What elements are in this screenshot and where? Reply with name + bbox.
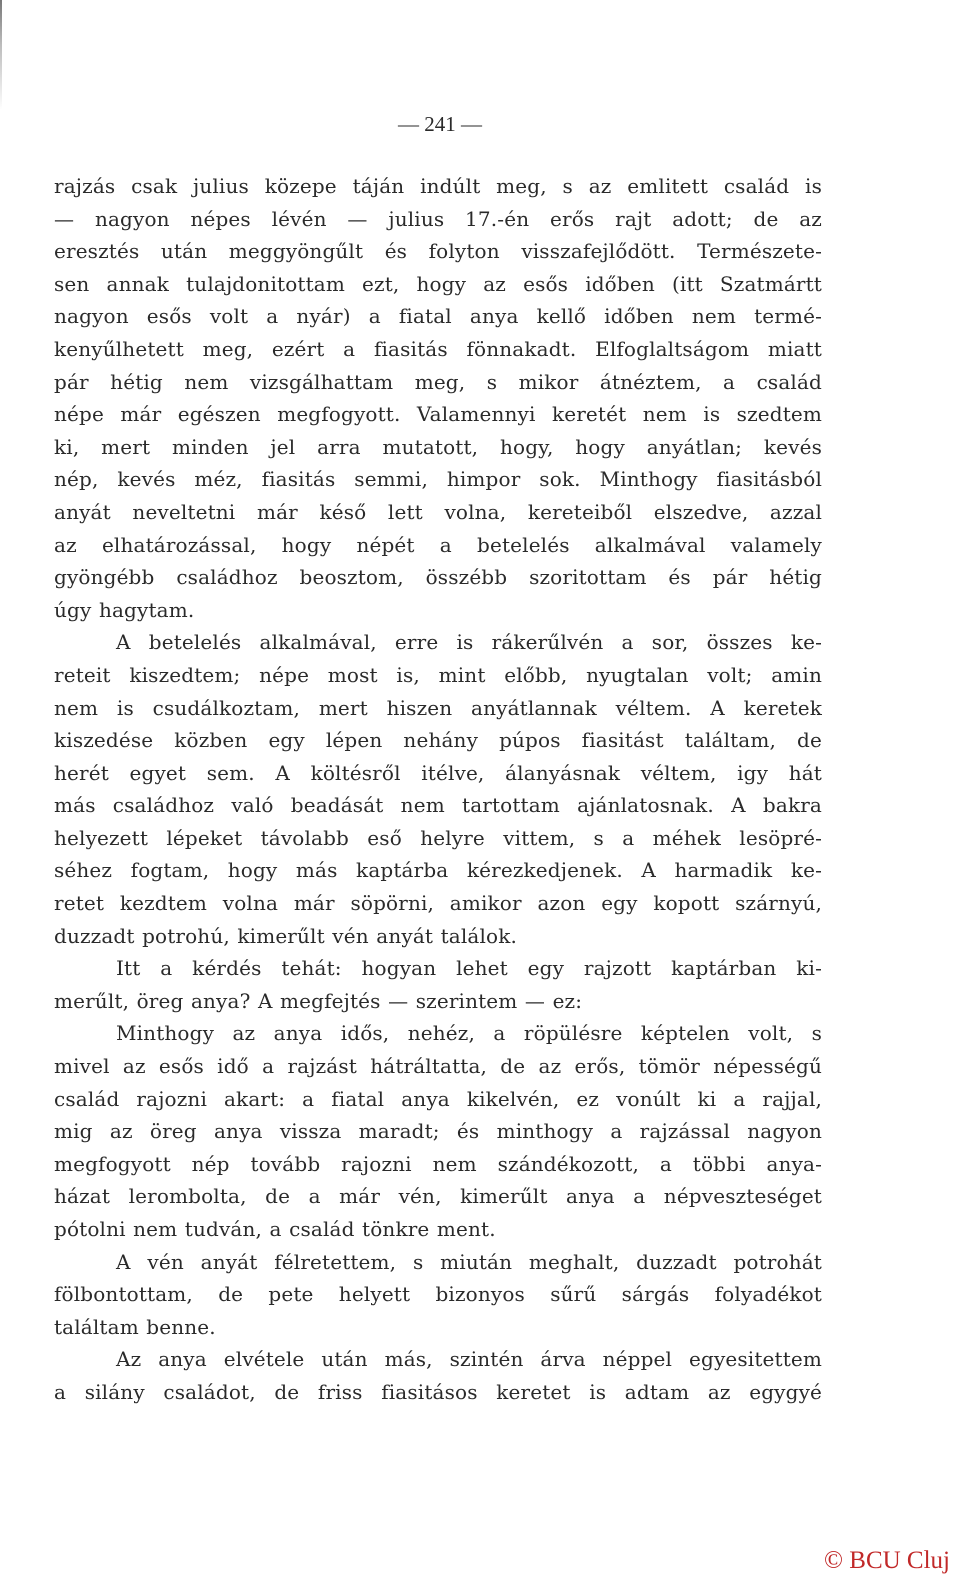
text-line: más családhoz való beadását nem tartottam ajánlatosnak. A bakra (54, 793, 822, 818)
text-line: merűlt, öreg anya? A megfejtés — szerintem — ez: (54, 988, 583, 1013)
text-line: anyát neveltetni már késő lett volna, kereteiből elszedve, azzal (54, 499, 822, 524)
text-line: nép, kevés méz, fiasitás semmi, himpor sok. Minthogy fiasitásból (54, 467, 822, 492)
page-edge-mark (0, 0, 2, 110)
text-line: család rajozni akart: a fiatal anya kikelvén, ez vonúlt ki a rajjal, (54, 1086, 822, 1111)
text-line: megfogyott nép tovább rajozni nem szándékozott, a többi anya- (54, 1151, 822, 1176)
text-line: reteit kiszedtem; népe most is, mint előbb, nyugtalan volt; amin (54, 662, 822, 687)
text-line: népe már egészen megfogyott. Valamennyi keretét nem is szedtem (54, 402, 822, 427)
text-line: A vén anyát félretettem, s miután meghalt, duzzadt potrohát (116, 1249, 822, 1274)
text-line: sen annak tulajdonitottam ezt, hogy az esős időben (itt Szatmártt (54, 271, 822, 296)
text-line: kiszedése közben egy lépen nehány púpos fiasitást találtam, de (54, 728, 822, 753)
page-number: — 241 — (398, 112, 482, 136)
text-line: úgy hagytam. (54, 597, 195, 622)
text-line: Itt a kérdés tehát: hogyan lehet egy rajzott kaptárban ki- (116, 956, 822, 981)
text-line: gyöngébb családhoz beosztom, összébb szoritottam és pár hétig (54, 565, 822, 590)
text-line: A betelelés alkalmával, erre is rákerűlvén a sor, összes ke- (116, 630, 822, 655)
body-text (54, 170, 822, 1409)
text-line: mivel az esős idő a rajzást hátráltatta, de az erős, tömör népességű (54, 1054, 822, 1079)
text-line: az elhatározással, hogy népét a betelelés alkalmával valamely (54, 532, 822, 557)
text-line: Az anya elvétele után más, szintén árva néppel egyesitettem (116, 1347, 822, 1372)
text-line: házat lerombolta, de a már vén, kimerűlt anya a népveszteséget (54, 1184, 822, 1209)
text-line: Minthogy az anya idős, nehéz, a röpülésre képtelen volt, s (116, 1021, 822, 1046)
text-line: duzzadt potrohú, kimerűlt vén anyát találok. (54, 923, 517, 948)
text-line: — nagyon népes lévén — julius 17.-én erős rajt adott; de az (54, 206, 822, 231)
text-line: pótolni nem tudván, a család tönkre ment. (54, 1217, 496, 1241)
text-line: retet kezdtem volna már söpörni, amikor azon egy kopott szárnyú, (54, 891, 822, 916)
text-line: eresztés után meggyöngűlt és folyton visszafejlődött. Természete- (54, 239, 822, 264)
text-line: mig az öreg anya vissza maradt; és minthogy a rajzással nagyon (54, 1119, 822, 1144)
text-line: pár hétig nem vizsgálhattam meg, s mikor átnéztem, a család (54, 369, 822, 394)
text-line: kenyűlhetett meg, ezért a fiasitás fönnakadt. Elfoglaltságom miatt (54, 336, 822, 361)
text-line: nagyon esős volt a nyár) a fiatal anya kellő időben nem termé- (54, 304, 822, 329)
text-line: fölbontottam, de pete helyett bizonyos sűrű sárgás folyadékot (54, 1282, 822, 1307)
text-line: helyezett lépeket távolabb eső helyre vittem, s a méhek lesöpré- (54, 825, 822, 850)
text-line: herét egyet sem. A költésről itélve, álanyásnak véltem, igy hát (54, 760, 822, 785)
watermark: © BCU Cluj (824, 1547, 950, 1574)
text-line: rajzás csak julius közepe táján indúlt meg, s az emlitett család is (54, 174, 822, 198)
text-line: a silány családot, de friss fiasitásos keretet is adtam az egygyé (54, 1379, 822, 1404)
text-line: találtam benne. (54, 1314, 216, 1339)
text-line: ki, mert minden jel arra mutatott, hogy, hogy anyátlan; kevés (54, 434, 822, 459)
text-line: séhez fogtam, hogy más kaptárba kérezkedjenek. A harmadik ke- (54, 858, 822, 883)
text-line: nem is csudálkoztam, mert hiszen anyátlannak véltem. A keretek (54, 695, 822, 720)
